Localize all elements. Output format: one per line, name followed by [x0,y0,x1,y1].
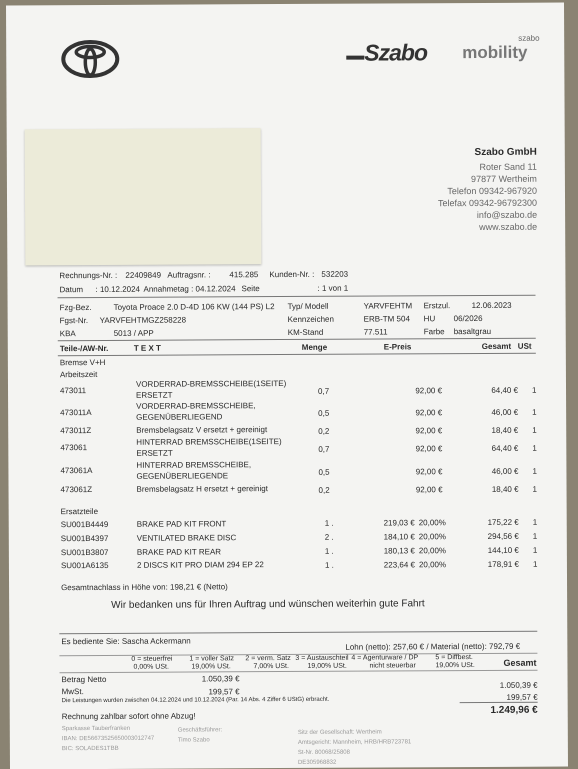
discount-note: Gesamtnachlass in Höhe von: 198,21 € (Netto) [61,582,228,593]
item-ust: 1 [532,385,537,395]
seite-label: Seite [241,284,260,294]
mwst-total: 199,57 € [506,692,538,702]
service-period: Die Leistungen wurden zwischen 04.12.2024 und 10.12.2024 (Par. 14 Abs. 4 Ziffer 6 UStG) erbracht. [61,696,330,705]
datum-label: Datum [59,285,84,295]
erst-value: 12.06.2023 [471,300,512,311]
item-text: ERSETZT [136,448,173,458]
item-text: VORDERRAD-BREMSSCHEIBE(1SEITE) [135,379,287,389]
item-text: GEGENÜBERLIEGENDE [136,471,229,481]
divider [59,670,537,674]
parts-heading: Ersatzteile [60,506,99,517]
company-name: Szabo GmbH [474,146,537,159]
typ-label: Typ/ Modell [287,301,329,311]
annahme-value: 04.12.2024 [195,284,236,294]
item-ust: 1 [532,559,538,569]
item-epreis: 92,00 € [415,485,443,495]
item-number: 473011A [60,408,92,418]
item-ust: 1 [532,466,537,476]
item-gesamt: 294,56 € [487,531,519,541]
fgst-label: Fgst-Nr. [59,316,89,326]
divider [460,702,538,703]
item-menge: 0,5 [318,467,330,477]
footer-amtsgericht: Amtsgericht: Mannheim, HRB/HRB723781 [297,739,412,746]
item-number: SU001B4449 [60,519,109,530]
kba-label: KBA [59,329,76,339]
datum-value: : 10.12.2024 [95,284,140,295]
divider [59,631,537,635]
footer-gf-label: Geschäftsführer: [177,727,223,734]
item-menge: 1 . [324,518,334,528]
kenn-value: ERB-TM 504 [363,314,410,324]
item-rabatt: 20,00% [418,518,446,528]
item-epreis: 180,13 € [383,546,415,556]
item-epreis: 92,00 € [415,408,443,418]
item-menge: 2 . [324,532,334,542]
item-text: 2 DISCS KIT PRO DIAM 294 EP 22 [136,560,264,570]
divider [58,353,536,357]
item-text: VORDERRAD-BREMSSCHEIBE, [136,401,256,411]
item-gesamt: 64,40 € [491,385,519,395]
item-text: ERSETZT [136,390,173,400]
item-ust: 1 [532,407,537,417]
item-number: 473061Z [60,485,93,495]
tax-head: 19,00% USt. [191,663,231,671]
km-value: 77.511 [363,327,388,337]
item-gesamt: 175,22 € [487,517,519,527]
payment-note: Rechnung zahlbar sofort ohne Abzug! [61,711,196,722]
szabo-wordmark: Szabo [364,39,428,66]
item-gesamt: 178,91 € [487,559,519,569]
company-web: www.szabo.de [479,221,538,232]
footer-iban: IBAN: DE56673525650003012747 [61,735,155,743]
col-epreis: E-Preis [383,342,412,352]
item-epreis: 92,00 € [415,467,443,477]
tax-head: 5 = Diffbest. [435,654,473,662]
company-email: info@szabo.de [476,209,538,221]
item-ust: 1 [532,484,538,494]
tax-head: 0,00% USt. [133,663,169,671]
item-text: VENTILATED BRAKE DISC [136,533,237,543]
item-epreis: 223,64 € [383,560,415,570]
company-city: 97877 Wertheim [471,173,537,185]
item-ust: 1 [532,443,537,453]
tax-head: 19,00% USt. [307,662,347,670]
gesamt-heading: Gesamt [503,657,537,668]
auftrag-label: Auftragsnr. : [167,270,211,280]
item-gesamt: 64,40 € [491,443,519,453]
netto-total: 1.050,39 € [499,680,538,690]
thank-you-text: Wir bedanken uns für Ihren Auftrag und wünschen weiterhin gute Fahrt [111,598,425,611]
logo-small-text: szabo [518,33,540,43]
item-text: Bremsbelagsatz H ersetzt + gereinigt [136,484,268,494]
typ-value: YARVFEHTM [363,301,413,311]
item-text: Bremsbelagsatz V ersetzt + gereinigt [136,425,268,435]
rechnung-number: 22409849 [125,270,162,280]
brutto-total: 1.249,96 € [490,704,538,716]
tax-head: 2 = verm. Satz [245,654,291,663]
item-number: SU001A6135 [60,560,109,571]
item-gesamt: 46,00 € [491,466,519,476]
company-phone: Telefon 09342-967920 [447,185,538,197]
item-number: 473011 [59,386,87,396]
item-menge: 0,7 [318,386,330,396]
footer-bic: BIC: SOLADES1TBB [61,745,119,753]
fzg-label: Fzg-Bez. [59,303,92,313]
farbe-label: Farbe [423,327,445,337]
item-text: HINTERRAD BREMSSCHEIBE, [136,460,252,470]
item-gesamt: 46,00 € [491,407,519,417]
company-street: Roter Sand 11 [479,161,537,172]
item-number: 473061A [60,466,93,476]
hu-label: HU [423,314,436,324]
item-gesamt: 18,40 € [491,484,519,494]
annahme-label: Annahmetag : [143,284,194,294]
item-number: 473011Z [60,426,92,436]
netto-label: Betrag Netto [61,674,107,685]
item-epreis: 92,00 € [415,444,443,454]
col-gesamt: Gesamt [481,341,512,351]
item-epreis: 219,03 € [383,518,415,528]
item-text: GEGENÜBERLIEGEND [136,412,223,422]
item-number: SU001B3807 [60,547,109,558]
item-menge: 1 . [324,560,334,570]
item-text: BRAKE PAD KIT FRONT [136,519,227,529]
item-menge: 0,2 [318,426,330,436]
tax-head: 19,00% USt. [435,662,475,670]
item-ust: 1 [532,531,538,541]
item-rabatt: 20,00% [418,546,447,556]
footer-ustid: DE305968832 [297,759,337,766]
item-text: BRAKE PAD KIT REAR [136,547,222,557]
item-gesamt: 18,40 € [491,425,519,435]
item-menge: 1 . [324,546,334,556]
item-gesamt: 144,10 € [487,545,519,555]
item-ust: 1 [532,517,538,527]
item-epreis: 184,10 € [383,532,415,542]
tax-head: 4 = Agenturware / DP [351,654,419,662]
col-menge: Menge [301,342,328,352]
mwst-label: MwSt. [61,687,84,697]
mobility-wordmark: mobility [462,42,528,63]
item-ust: 1 [532,545,538,555]
item-number: 473061 [60,443,88,453]
col-teile: Teile-/AW-Nr. [59,343,109,354]
erst-label: Erstzul. [423,301,451,311]
item-rabatt: 20,00% [418,560,447,570]
seite-value: : 1 von 1 [317,283,349,293]
fzg-value: Toyota Proace 2.0 D-4D 106 KW (144 PS) L2 [113,302,275,312]
rechnung-label: Rechnungs-Nr. : [59,270,118,281]
col-text: T E X T [133,343,161,353]
kenn-label: Kennzeichen [287,314,334,324]
footer-bank: Sparkasse Tauberfranken [61,725,131,733]
labor-heading: Arbeitszeit [59,369,98,380]
divider [58,338,536,342]
logo-bar [346,56,364,60]
footer-sitz: Sitz der Gesellschaft: Wertheim [297,729,382,736]
tax-head: nicht steuerbar [369,662,416,670]
toyota-logo-icon [58,39,122,79]
item-number: SU001B4397 [60,533,109,544]
divider [58,295,536,299]
hu-value: 06/2026 [453,313,483,324]
section-title: Bremse V+H [59,357,106,368]
mwst-value: 199,57 € [208,687,240,697]
lohn-material: Lohn (netto): 257,60 € / Material (netto): 792,79 € [345,641,521,652]
km-label: KM-Stand [287,327,324,337]
tax-head: 3 = Austauschteil [295,654,349,662]
item-menge: 0,7 [318,444,330,454]
tax-head: 0 = steuerfrei [131,655,173,663]
item-epreis: 92,00 € [415,426,443,436]
sticky-note [25,128,262,265]
kunden-label: Kunden-Nr. : [269,269,315,280]
item-epreis: 92,00 € [415,386,443,396]
kba-value: 5013 / APP [113,328,154,338]
item-ust: 1 [532,425,537,435]
tax-head: 7,00% USt. [253,662,289,671]
served-by: Es bediente Sie: Sascha Ackermann [61,636,191,647]
company-fax: Telefax 09342-96792300 [437,197,538,209]
farbe-value: basaltgrau [453,326,492,337]
footer-gf: Timo Szabo [177,737,210,744]
footer-stnr: St-Nr. 80068/25808 [297,749,350,756]
auftrag-number: 415.285 [229,270,259,280]
invoice-sheet [6,3,568,769]
netto-value: 1.050,39 € [201,674,240,684]
kunden-number: 532203 [321,269,349,279]
col-ust: USt [517,341,532,351]
szabo-mobility-logo [6,3,564,66]
fgst-value: YARVFEHTMGZ258228 [99,315,187,325]
item-text: HINTERRAD BREMSSCHEIBE(1SEITE) [136,437,282,447]
item-rabatt: 20,00% [418,532,446,542]
item-menge: 0,2 [318,485,330,495]
tax-head: 1 = voller Satz [189,655,235,663]
item-menge: 0,5 [318,408,330,418]
